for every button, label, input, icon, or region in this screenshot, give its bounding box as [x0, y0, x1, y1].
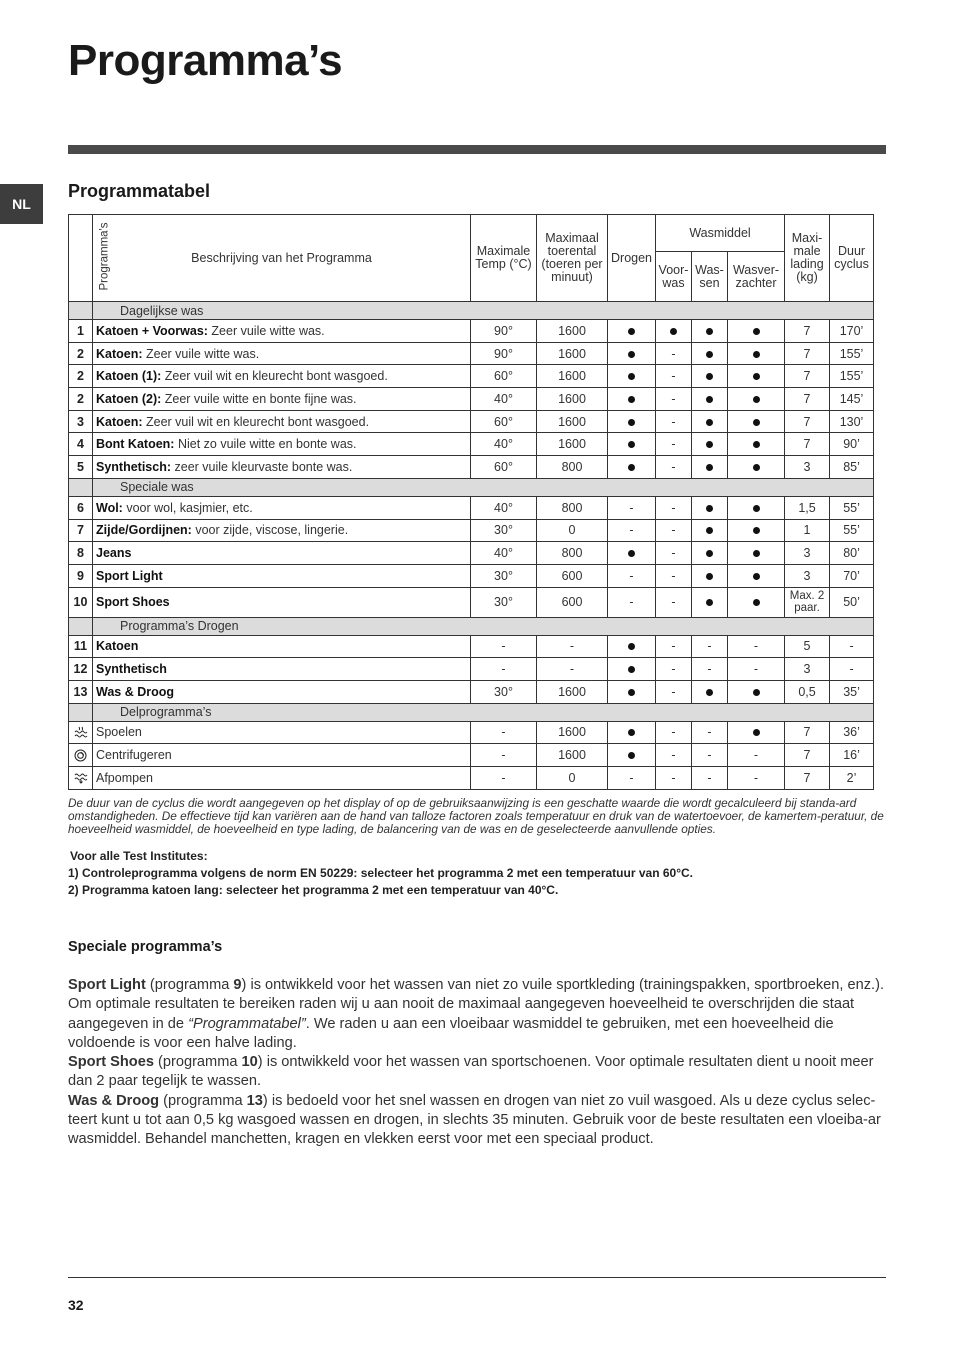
table-row [69, 564, 874, 587]
cell-spin: 1600 [537, 744, 608, 767]
cell-soft [728, 564, 785, 587]
program-number: 2 [69, 342, 93, 365]
cell-soft: - [728, 744, 785, 767]
cell-dry: - [608, 519, 656, 542]
dot-marker [753, 689, 760, 696]
cell-spin: 1600 [537, 320, 608, 343]
cell-spin: 600 [537, 587, 608, 617]
cell-temp: 30° [471, 680, 537, 703]
dot-marker [753, 464, 760, 471]
test-heading: Voor alle Test Institutes: [70, 849, 208, 863]
dot-marker [628, 419, 635, 426]
program-number: 5 [69, 456, 93, 479]
program-description: Jeans [93, 542, 471, 565]
dot-marker [753, 351, 760, 358]
dot-marker [706, 505, 713, 512]
dot-marker [670, 328, 677, 335]
cell-pre: - [656, 542, 692, 565]
dot-marker [628, 328, 635, 335]
test-line-2: 2) Programma katoen lang: selecteer het programma 2 met een temperatuur van 40°C. [68, 883, 559, 897]
cell-spin: 1600 [537, 410, 608, 433]
cell-load: 0,5 [785, 680, 830, 703]
cell-wash: - [692, 658, 728, 681]
program-description: Sport Light [93, 564, 471, 587]
program-description: Katoen: Zeer vuile witte was. [93, 342, 471, 365]
dot-marker [753, 373, 760, 380]
test-institutes [68, 848, 693, 899]
program-description: Synthetisch: zeer vuile kleurvaste bonte was. [93, 456, 471, 479]
program-description: Centrifugeren [93, 744, 471, 767]
cell-spin: 0 [537, 767, 608, 790]
cell-wash [692, 342, 728, 365]
cell-temp: 30° [471, 519, 537, 542]
cell-load: 7 [785, 365, 830, 388]
cell-pre: - [656, 635, 692, 658]
cell-soft [728, 388, 785, 411]
dot-marker [753, 328, 760, 335]
page-title: Programma’s [68, 36, 343, 85]
cell-spin: 600 [537, 564, 608, 587]
dot-marker [628, 464, 635, 471]
cell-pre: - [656, 767, 692, 790]
program-number: 8 [69, 542, 93, 565]
header-programs: Programma's [69, 215, 93, 302]
cell-soft [728, 320, 785, 343]
program-number: 2 [69, 365, 93, 388]
cell-soft [728, 433, 785, 456]
cell-pre: - [656, 721, 692, 744]
dot-marker [706, 550, 713, 557]
cell-dur: 2’ [830, 767, 874, 790]
group-label: Speciale was [93, 478, 874, 496]
dot-marker [628, 729, 635, 736]
program-description: Katoen (1): Zeer vuil wit en kleurecht bont wasgoed. [93, 365, 471, 388]
dot-marker [753, 396, 760, 403]
group-spacer [69, 478, 93, 496]
cell-temp: 40° [471, 542, 537, 565]
cell-temp: - [471, 658, 537, 681]
section-title: Programmatabel [68, 181, 211, 201]
cell-soft [728, 680, 785, 703]
special-programs-text [68, 976, 886, 1150]
cell-load: 7 [785, 342, 830, 365]
table-row [69, 365, 874, 388]
cell-pre [656, 320, 692, 343]
cell-spin: - [537, 658, 608, 681]
cell-soft [728, 542, 785, 565]
group-label: Programma’s Drogen [93, 617, 874, 635]
dot-marker [706, 527, 713, 534]
dot-marker [706, 373, 713, 380]
program-table [68, 214, 874, 790]
wash-dry-paragraph: Was & Droog (programma 13) is bedoeld voor het snel wassen en drogen van niet zo vuil wasgoed. Als u deze cyclus selec-teert kunt u tot aan 0,5 kg wasgoed wassen en drogen, in slechts 35 minuten. Gebruik voor de beste resultaten een vloeiba-ar wasmiddel. Behandel manchetten, kragen en vlekken eerst voor met een speciaal product. [68, 1092, 881, 1148]
dot-marker [628, 351, 635, 358]
dot-marker [628, 689, 635, 696]
dot-marker [628, 643, 635, 650]
group-row [69, 617, 874, 635]
cell-load: 7 [785, 410, 830, 433]
dot-marker [628, 373, 635, 380]
cell-pre: - [656, 342, 692, 365]
program-number: 9 [69, 564, 93, 587]
dot-marker [706, 396, 713, 403]
table-row [69, 587, 874, 617]
program-description: Bont Katoen: Niet zo vuile witte en bonte was. [93, 433, 471, 456]
dot-marker [753, 550, 760, 557]
dot-marker [706, 351, 713, 358]
header-spin: Maximaal toerental (toeren per minuut) [537, 215, 608, 302]
group-label: Delprogramma’s [93, 703, 874, 721]
cell-dry [608, 456, 656, 479]
group-label: Dagelijkse was [93, 302, 874, 320]
cell-wash [692, 564, 728, 587]
table-row [69, 388, 874, 411]
cell-wash [692, 365, 728, 388]
cell-wash: - [692, 767, 728, 790]
dot-marker [706, 464, 713, 471]
dot-marker [706, 328, 713, 335]
cell-dur: 70’ [830, 564, 874, 587]
cell-wash [692, 519, 728, 542]
table-row [69, 767, 874, 790]
cell-dry [608, 342, 656, 365]
cell-pre: - [656, 496, 692, 519]
cell-dur: 55’ [830, 519, 874, 542]
cell-dur: 155’ [830, 342, 874, 365]
spin-icon [69, 744, 93, 767]
title-divider [68, 145, 886, 154]
page-number: 32 [68, 1297, 84, 1313]
cell-dry [608, 721, 656, 744]
cell-dry: - [608, 564, 656, 587]
cell-dur: 130’ [830, 410, 874, 433]
cell-temp: - [471, 744, 537, 767]
dot-marker [706, 689, 713, 696]
cell-load: 7 [785, 388, 830, 411]
cell-dur: 50’ [830, 587, 874, 617]
table-row [69, 496, 874, 519]
cell-load: 3 [785, 456, 830, 479]
header-wash: Was-sen [692, 252, 728, 302]
cell-dry: - [608, 587, 656, 617]
cell-spin: 0 [537, 519, 608, 542]
cell-load: 7 [785, 721, 830, 744]
cell-dry [608, 410, 656, 433]
dot-marker [706, 573, 713, 580]
cell-load: 7 [785, 744, 830, 767]
group-row [69, 302, 874, 320]
cell-dry [608, 744, 656, 767]
dot-marker [753, 419, 760, 426]
cell-load: 7 [785, 433, 830, 456]
cell-spin: - [537, 635, 608, 658]
cell-wash [692, 680, 728, 703]
program-description: Katoen: Zeer vuil wit en kleurecht bont wasgoed. [93, 410, 471, 433]
header-temp: Maximale Temp (°C) [471, 215, 537, 302]
cell-dur: 80’ [830, 542, 874, 565]
dot-marker [753, 505, 760, 512]
cell-pre: - [656, 587, 692, 617]
header-description: Beschrijving van het Programma [93, 215, 471, 302]
cell-dur: 145’ [830, 388, 874, 411]
cell-wash [692, 542, 728, 565]
program-number: 1 [69, 320, 93, 343]
cell-soft [728, 456, 785, 479]
cell-soft [728, 365, 785, 388]
footer-divider [68, 1277, 886, 1278]
program-table-body [69, 302, 874, 790]
dot-marker [628, 396, 635, 403]
cell-soft: - [728, 767, 785, 790]
header-prewash: Voor-was [656, 252, 692, 302]
program-number: 6 [69, 496, 93, 519]
cell-pre: - [656, 519, 692, 542]
program-description: Wol: voor wol, kasjmier, etc. [93, 496, 471, 519]
cell-load: 3 [785, 542, 830, 565]
cell-pre: - [656, 456, 692, 479]
cell-wash [692, 433, 728, 456]
dot-marker [753, 573, 760, 580]
cell-wash [692, 496, 728, 519]
cell-soft: - [728, 658, 785, 681]
cell-load: 5 [785, 635, 830, 658]
cell-dur: - [830, 658, 874, 681]
language-tab: NL [0, 184, 43, 224]
cell-pre: - [656, 680, 692, 703]
table-row [69, 721, 874, 744]
program-number: 13 [69, 680, 93, 703]
table-row [69, 744, 874, 767]
table-row [69, 410, 874, 433]
cell-spin: 1600 [537, 433, 608, 456]
group-row [69, 703, 874, 721]
dot-marker [753, 729, 760, 736]
cell-dry [608, 388, 656, 411]
cell-dry [608, 542, 656, 565]
cell-dur: 36’ [830, 721, 874, 744]
dot-marker [628, 441, 635, 448]
cell-soft [728, 587, 785, 617]
program-number: 10 [69, 587, 93, 617]
program-description: Sport Shoes [93, 587, 471, 617]
cell-wash: - [692, 635, 728, 658]
program-number: 2 [69, 388, 93, 411]
program-number: 4 [69, 433, 93, 456]
table-row [69, 433, 874, 456]
sport-shoes-paragraph: Sport Shoes (programma 10) is ontwikkeld voor het wassen van sportschoenen. Voor optimale resultaten dient u nooit meer dan 2 paar tegelijk te wassen. [68, 1054, 874, 1090]
cell-temp: - [471, 635, 537, 658]
cell-load: 7 [785, 320, 830, 343]
dot-marker [706, 441, 713, 448]
cell-temp: 60° [471, 410, 537, 433]
header-softener: Wasver-zachter [728, 252, 785, 302]
cell-wash [692, 587, 728, 617]
group-spacer [69, 703, 93, 721]
cell-spin: 800 [537, 456, 608, 479]
cell-temp: 90° [471, 320, 537, 343]
cell-wash [692, 456, 728, 479]
cell-temp: 60° [471, 456, 537, 479]
group-spacer [69, 302, 93, 320]
group-spacer [69, 617, 93, 635]
cell-spin: 1600 [537, 365, 608, 388]
cell-dur: - [830, 635, 874, 658]
dot-marker [628, 550, 635, 557]
table-row [69, 456, 874, 479]
program-description: Katoen (2): Zeer vuile witte en bonte fijne was. [93, 388, 471, 411]
cell-spin: 1600 [537, 680, 608, 703]
dot-marker [753, 441, 760, 448]
cell-spin: 800 [537, 496, 608, 519]
cell-spin: 800 [537, 542, 608, 565]
cell-temp: 40° [471, 496, 537, 519]
cell-dur: 85’ [830, 456, 874, 479]
cell-dry: - [608, 496, 656, 519]
cell-dur: 35’ [830, 680, 874, 703]
cell-dur: 55’ [830, 496, 874, 519]
rinse-icon [69, 721, 93, 744]
cell-temp: 60° [471, 365, 537, 388]
cell-load: 3 [785, 658, 830, 681]
cell-dry [608, 680, 656, 703]
cell-temp: 40° [471, 388, 537, 411]
dot-marker [706, 419, 713, 426]
cell-dry: - [608, 767, 656, 790]
cell-pre: - [656, 410, 692, 433]
cell-pre: - [656, 365, 692, 388]
table-row [69, 658, 874, 681]
cell-soft [728, 721, 785, 744]
cell-dry [608, 433, 656, 456]
cell-temp: - [471, 721, 537, 744]
program-number: 3 [69, 410, 93, 433]
cell-soft [728, 410, 785, 433]
program-description: Was & Droog [93, 680, 471, 703]
cell-wash: - [692, 744, 728, 767]
cell-temp: - [471, 767, 537, 790]
program-number: 7 [69, 519, 93, 542]
table-row [69, 320, 874, 343]
program-description: Zijde/Gordijnen: voor zijde, viscose, lingerie. [93, 519, 471, 542]
cell-spin: 1600 [537, 388, 608, 411]
cell-soft [728, 496, 785, 519]
cell-load: 1 [785, 519, 830, 542]
dot-marker [628, 752, 635, 759]
cell-load: 1,5 [785, 496, 830, 519]
dot-marker [706, 599, 713, 606]
table-row [69, 342, 874, 365]
drain-icon [69, 767, 93, 790]
program-description: Synthetisch [93, 658, 471, 681]
table-row [69, 519, 874, 542]
header-dry: Drogen [608, 215, 656, 302]
dot-marker [753, 527, 760, 534]
cell-dur: 170’ [830, 320, 874, 343]
program-number: 12 [69, 658, 93, 681]
header-duration: Duur cyclus [830, 215, 874, 302]
cell-pre: - [656, 658, 692, 681]
dot-marker [753, 599, 760, 606]
group-row [69, 478, 874, 496]
cell-pre: - [656, 388, 692, 411]
dot-marker [628, 666, 635, 673]
cell-pre: - [656, 564, 692, 587]
cell-load: 3 [785, 564, 830, 587]
cell-spin: 1600 [537, 721, 608, 744]
cell-wash [692, 410, 728, 433]
cell-load: 7 [785, 767, 830, 790]
cell-temp: 30° [471, 564, 537, 587]
cell-load: Max. 2 paar. [785, 587, 830, 617]
program-number: 11 [69, 635, 93, 658]
cell-dur: 155’ [830, 365, 874, 388]
cell-dry [608, 658, 656, 681]
cell-pre: - [656, 433, 692, 456]
program-description: Katoen [93, 635, 471, 658]
cell-wash: - [692, 721, 728, 744]
cell-spin: 1600 [537, 342, 608, 365]
duration-note: De duur van de cyclus die wordt aangegeven op het display of op de gebruiksaanwijzing is een geschatte waarde die wordt gecalculeerd bij standa-ard omstandigheden. De effectieve tijd kan variëren aan de hand van talloze factoren zoals temperatuur en druk van de watertoevoer, de kamertem-peratuur, de hoeveelheid wasmiddel, de hoeveelheid en type lading, de balancering van de was en de geselecteerde aanvullende opties. [68, 796, 884, 836]
cell-dry [608, 635, 656, 658]
test-line-1: 1) Controleprogramma volgens de norm EN 50229: selecteer het programma 2 met een temperatuur van 60°C. [68, 866, 694, 880]
cell-temp: 90° [471, 342, 537, 365]
cell-temp: 40° [471, 433, 537, 456]
header-load: Maxi-male lading (kg) [785, 215, 830, 302]
cell-soft [728, 519, 785, 542]
program-description: Afpompen [93, 767, 471, 790]
cell-wash [692, 320, 728, 343]
cell-dry [608, 365, 656, 388]
table-row [69, 680, 874, 703]
program-description: Katoen + Voorwas: Zeer vuile witte was. [93, 320, 471, 343]
cell-pre: - [656, 744, 692, 767]
cell-soft [728, 342, 785, 365]
cell-temp: 30° [471, 587, 537, 617]
cell-dur: 90’ [830, 433, 874, 456]
sport-light-paragraph: Sport Light (programma 9) is ontwikkeld voor het wassen van niet zo vuile sportkleding (trainingspakken, sportbroeken, enz.). Om optimale resultaten te bereiken raden wij u aan nooit de maximaal aangegeven hoeveelheid te overschrijden die staat aangegeven in de “Programmatabel”. We raden u aan een vloeibaar wasmiddel te gebruiken, met een hoeveelheid die voldoende is voor een halve lading. [68, 977, 884, 1051]
cell-dry [608, 320, 656, 343]
program-description: Spoelen [93, 721, 471, 744]
table-row [69, 542, 874, 565]
header-detergent: Wasmiddel [656, 215, 785, 252]
special-programs-title: Speciale programma’s [68, 939, 223, 955]
cell-dur: 16’ [830, 744, 874, 767]
cell-wash [692, 388, 728, 411]
cell-soft: - [728, 635, 785, 658]
table-row [69, 635, 874, 658]
